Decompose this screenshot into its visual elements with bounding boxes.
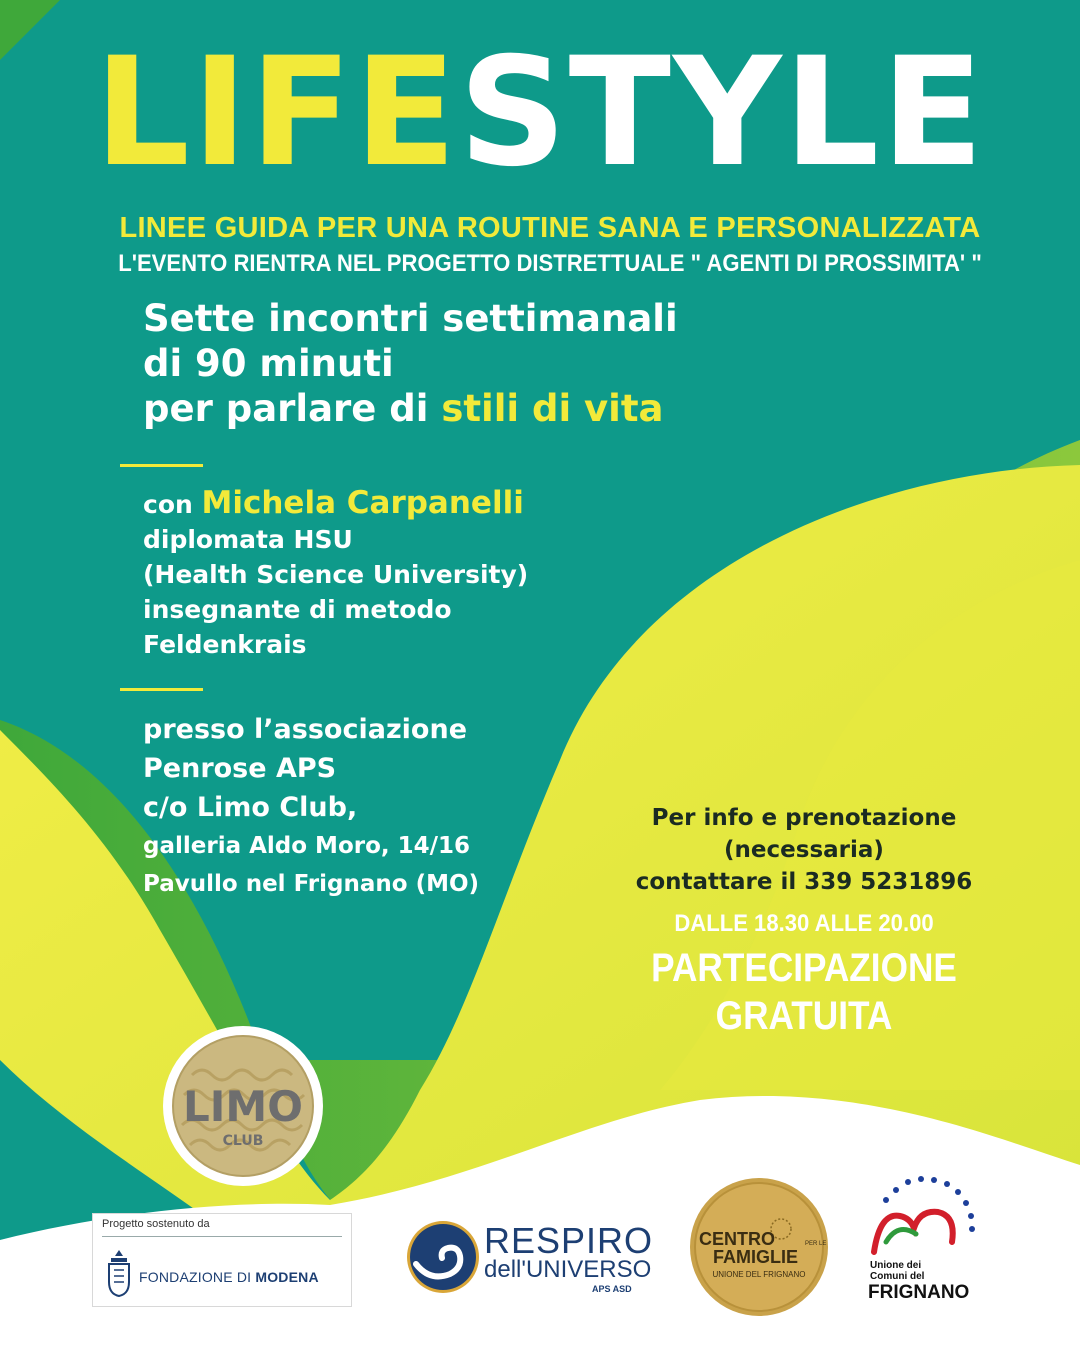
unione-line-3: FRIGNANO: [868, 1282, 970, 1303]
subtitle: LINEE GUIDA PER UNA ROUTINE SANA E PERSONALIZZATA: [119, 212, 981, 244]
intro-line-3: [143, 386, 678, 431]
limo-text: LIMO: [183, 1082, 303, 1131]
venue-line-3: c/o Limo Club,: [143, 792, 358, 823]
intro-highlight: stili di vita: [441, 387, 664, 430]
divider-2: [120, 688, 203, 691]
info-phone: contattare il 339 5231896: [635, 869, 973, 895]
poster-title: [0, 28, 1080, 198]
teacher-prefix: con: [143, 490, 202, 519]
unione-line-1: Unione dei: [870, 1260, 922, 1271]
teacher-line-1: diplomata HSU: [143, 525, 353, 554]
info-block: [620, 802, 988, 898]
respiro-tag: APS ASD: [592, 1284, 632, 1294]
teacher-line-2: (Health Science University): [143, 560, 529, 589]
teacher-name: Michela Carpanelli: [201, 485, 524, 521]
intro-prefix: per parlare di: [143, 387, 442, 430]
fondazione-label: Progetto sostenuto da: [102, 1218, 210, 1230]
famiglie-text: FAMIGLIE: [713, 1247, 798, 1267]
centro-text: CENTRO: [699, 1229, 775, 1249]
unione-line-2: Comuni del: [870, 1271, 925, 1282]
respiro-wave-logo: [404, 1218, 482, 1296]
info-line-2: (necessaria): [724, 837, 884, 863]
title-life: LIFE: [94, 26, 459, 200]
free-line-2: GRATUITA: [715, 994, 893, 1038]
info-line-1: Per info e prenotazione: [651, 805, 957, 831]
respiro-subname: dell'UNIVERSO: [484, 1256, 652, 1283]
teacher-name-line: [143, 486, 528, 522]
venue-line-2: Penrose APS: [143, 753, 337, 784]
teacher-line-3: insegnante di metodo: [143, 595, 452, 624]
teacher-block: [143, 486, 528, 662]
project-note: L'EVENTO RIENTRA NEL PROGETTO DISTRETTUALE " AGENTI DI PROSSIMITA' ": [118, 250, 982, 277]
fondazione-name: [139, 1269, 319, 1285]
venue-line-1: presso l’associazione: [143, 714, 467, 745]
per-le-text: PER LE: [805, 1241, 827, 1247]
intro-text: [143, 296, 678, 431]
free-line-1: PARTECIPAZIONE: [651, 946, 957, 990]
fondazione-divider: [102, 1236, 342, 1237]
respiro-name: RESPIRO: [484, 1220, 654, 1261]
intro-line-2: di 90 minuti: [143, 342, 394, 385]
fondazione-name-regular: FONDAZIONE DI: [139, 1269, 256, 1285]
fondazione-crest-icon: [105, 1248, 133, 1298]
intro-line-1: Sette incontri settimanali: [143, 297, 678, 340]
venue-line-4: galleria Aldo Moro, 14/16: [143, 833, 471, 859]
fondazione-logo: [92, 1213, 352, 1307]
centro-famiglie-logo: [689, 1177, 829, 1317]
unione-frignano-logo: [856, 1172, 986, 1307]
event-hours: DALLE 18.30 ALLE 20.00: [674, 910, 934, 937]
free-participation: [642, 944, 966, 1040]
title-style: STYLE: [458, 26, 986, 200]
limo-club-logo: [162, 1025, 324, 1187]
divider-1: [120, 464, 203, 467]
teacher-line-4: Feldenkrais: [143, 630, 307, 659]
venue-line-5: Pavullo nel Frignano (MO): [143, 871, 480, 897]
fondazione-name-bold: MODENA: [255, 1269, 319, 1285]
club-text: CLUB: [222, 1133, 264, 1149]
venue-block: [143, 710, 479, 903]
centro-union-text: UNIONE DEL FRIGNANO: [712, 1270, 806, 1279]
